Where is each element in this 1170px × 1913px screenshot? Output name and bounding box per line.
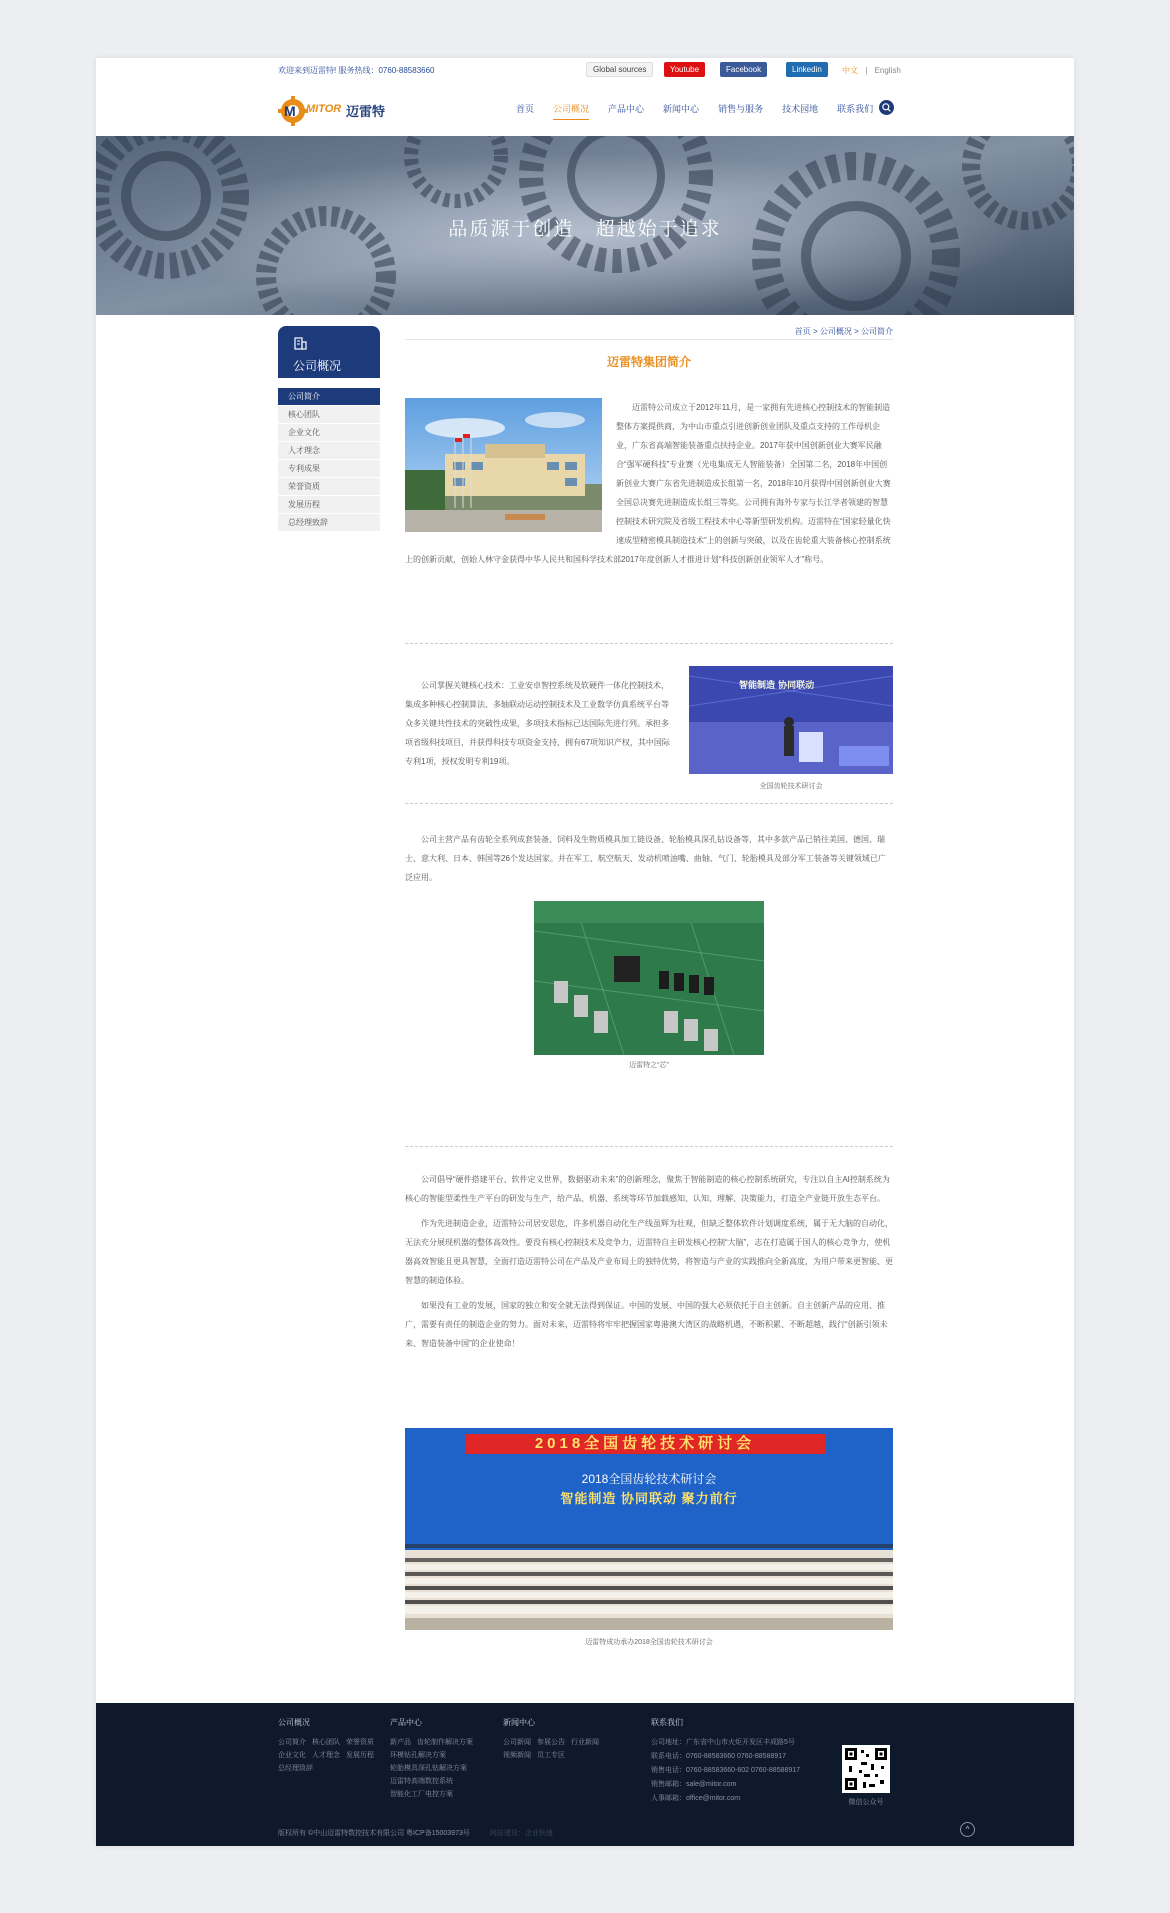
lang-cn-link[interactable]: 中文	[842, 66, 858, 75]
facebook-link[interactable]: Facebook	[720, 62, 767, 77]
footer-link-row	[503, 1749, 605, 1762]
nav-contact[interactable]: 联系我们	[837, 104, 874, 114]
main-nav	[516, 102, 892, 120]
top-bar	[96, 58, 1074, 84]
sidebar-item-profile[interactable]: 公司简介	[278, 388, 380, 406]
sidebar-item-patents[interactable]: 专利成果	[278, 460, 380, 478]
welcome-text: 欢迎来到迈雷特! 服务热线：0760-88583660	[278, 66, 435, 75]
group-photo-figure	[405, 1428, 893, 1647]
footer-col-contact	[651, 1717, 800, 1806]
building-icon	[293, 336, 307, 350]
footer-link-row	[278, 1736, 380, 1749]
svg-text:智能制造 协同联动: 智能制造 协同联动	[739, 681, 815, 691]
footer-link[interactable]: 环模钻孔解决方案	[390, 1752, 446, 1759]
footer-link[interactable]: 荣誉资质	[346, 1739, 374, 1746]
footer-contact-title: 联系我们	[651, 1718, 683, 1727]
footer-link[interactable]: 发展历程	[346, 1752, 374, 1759]
header	[96, 84, 1074, 136]
lang-en-link[interactable]: English	[874, 66, 901, 75]
footer	[96, 1703, 1074, 1846]
philosophy-paragraph-1: 公司倡导“硬件搭建平台、软件定义世界，数据驱动未来”的创新理念，聚焦于智能制造的核心控制系统研究，专注以自主AI控制系统为核心的智能型柔性生产平台的研发与生产，给产品、机器、系统等环节加载感知、认知、理解、决策能力，打造全产业链开放生态平台。	[405, 1175, 890, 1203]
svg-text:M: M	[284, 103, 296, 119]
footer-link-row	[503, 1736, 605, 1749]
nav-sales-service[interactable]: 销售与服务	[718, 104, 764, 114]
footer-link[interactable]: 迈雷特高端数控系统	[390, 1778, 453, 1785]
sidebar-item-honors[interactable]: 荣誉资质	[278, 478, 380, 496]
footer-link-row	[390, 1736, 479, 1749]
copyright	[278, 1828, 553, 1838]
sidebar-title: 公司概况	[293, 359, 342, 373]
footer-news-title: 新闻中心	[503, 1718, 535, 1727]
footer-link-row	[278, 1762, 380, 1775]
sidebar-item-team[interactable]: 核心团队	[278, 406, 380, 424]
breadcrumb: 首页 > 公司概况 > 公司简介	[405, 326, 893, 340]
qr-code-icon	[845, 1748, 887, 1790]
footer-phone: 联系电话：0760-88583660 0760-88588917	[651, 1753, 787, 1760]
footer-link-row	[390, 1762, 479, 1775]
footer-link-row	[390, 1749, 479, 1762]
footer-address: 公司地址：广东省中山市火炬开发区丰成路5号	[651, 1739, 795, 1746]
back-to-top-button[interactable]: ^	[960, 1822, 975, 1837]
logo-mark: MITOR	[306, 103, 342, 115]
logo-text: 迈雷特	[346, 104, 386, 119]
company-building-photo	[405, 398, 602, 532]
footer-link[interactable]: 智能化工厂电控方案	[390, 1791, 453, 1798]
youtube-link[interactable]: Youtube	[664, 62, 705, 77]
footer-about-title: 公司概况	[278, 1718, 310, 1727]
section-divider	[405, 643, 893, 644]
footer-link[interactable]: 员工专区	[537, 1752, 565, 1759]
philosophy-section	[405, 1170, 893, 1353]
footer-link[interactable]: 行业新闻	[571, 1739, 599, 1746]
main-content	[405, 326, 893, 1696]
nav-home[interactable]: 首页	[516, 104, 535, 114]
sidebar-item-gm-speech[interactable]: 总经理致辞	[278, 514, 380, 532]
nav-tech[interactable]: 技术园地	[782, 104, 819, 114]
site-credit[interactable]: 网站建设：企业快速	[489, 1830, 553, 1837]
footer-sales-phone: 销售电话：0760-88583660-602 0760-88588917	[651, 1767, 801, 1774]
conference-caption: 全国齿轮技术研讨会	[759, 783, 823, 790]
copyright-text: 版权所有 ©中山迈雷特数控技术有限公司 粤ICP备15003973号	[278, 1830, 470, 1837]
group-photo	[405, 1428, 893, 1630]
tech-section	[405, 666, 893, 791]
footer-col-products	[390, 1717, 479, 1801]
nav-products[interactable]: 产品中心	[608, 104, 645, 114]
footer-products-title: 产品中心	[390, 1718, 422, 1727]
footer-link[interactable]: 企业文化	[278, 1752, 306, 1759]
sidebar-item-talent[interactable]: 人才理念	[278, 442, 380, 460]
search-icon	[879, 100, 894, 115]
section-divider	[405, 803, 893, 804]
footer-link-row	[390, 1788, 479, 1801]
footer-link-row	[390, 1775, 479, 1788]
conference-photo-figure	[689, 666, 893, 791]
intro-paragraph: 迈雷特公司成立于2012年11月，是一家拥有先进核心控制技术的智能制造整体方案提供商，为中山市重点引进创新创业团队及重点支持的工作母机企业，广东省高端智能装备重点扶持企业。2017年获中国创新创业大赛军民融合“强军硬科技”专业赛（光电集成无人智能装备）全国第二名，2018年中国创新创业大赛广东省先进制造成长组第一名，2018年10月获得中国创新创业大赛全国总决赛先进制造成长组三等奖。公司拥有海外专家与长江学者领建的智慧控制技术研究院及省级工程技术中心等新型研发机构。迈雷特在“国家轻量化快速成型精密模具制造技术”上的创新与突破，以及在齿轮重大装备核心控制系统上的创新贡献，创始人林守金获得中华人民共和国科学技术部2017年度创新人才推进计划“科技创新创业领军人才”称号。	[405, 403, 891, 564]
conference-photo	[689, 666, 893, 774]
crowd-image	[405, 1520, 893, 1630]
nav-about[interactable]: 公司概况	[553, 102, 589, 120]
footer-col-news	[503, 1717, 605, 1762]
footer-link[interactable]: 齿轮制作解决方案	[417, 1739, 473, 1746]
footer-link[interactable]: 人才理念	[312, 1752, 340, 1759]
banner-slogan: 品质源于创造 超越始于追求	[448, 219, 722, 240]
linkedin-link[interactable]: Linkedin	[786, 62, 828, 77]
lang-separator: |	[865, 66, 868, 75]
circuit-caption: 迈雷特之“芯”	[629, 1062, 669, 1069]
philosophy-paragraph-3: 如果没有工业的发展，国家的独立和安全就无法得到保证。中国的发展、中国的强大必须依托于自主创新。自主创新产品的应用、推广，需要有责任的制造企业的努力。面对未来，迈雷特将牢牢把握国家粤港澳大湾区的战略机遇，不断积累、不断超越，践行“创新引领未来、智造装备中国”的企业使命！	[405, 1301, 888, 1348]
products-section	[405, 830, 893, 1070]
circuit-figure	[534, 901, 764, 1070]
intro-section	[405, 398, 893, 569]
circuit-board-photo	[534, 901, 764, 1055]
search-button[interactable]	[879, 100, 894, 115]
poster-banner: 2018全国齿轮技术研讨会	[465, 1434, 825, 1454]
footer-sales-email: 销售邮箱：sale@mitor.com	[651, 1781, 737, 1788]
footer-link[interactable]: 公司简介	[278, 1739, 306, 1746]
footer-link[interactable]: 总经理致辞	[278, 1765, 313, 1772]
wechat-qr-code	[842, 1745, 890, 1793]
footer-link[interactable]: 视频新闻	[503, 1752, 531, 1759]
philosophy-paragraph-2: 作为先进制造企业，迈雷特公司居安思危，许多机器自动化生产线虽辉为壮观，但缺乏整体软件计划调度系统，属于无大脑的自动化，无法充分展现机器的整体高效性。要没有核心控制技术及竞争力，迈雷特自主研发核心控制“大脑”，志在打造属于国人的核心竞争力，使机器高效智能且更具智慧，全面打造迈雷特公司在产品及产业布局上的独特优势，将智造与产业的实践推向全新高度，为用户带来更智能、更智慧的制造体验。	[405, 1219, 893, 1285]
nav-news[interactable]: 新闻中心	[663, 104, 700, 114]
page	[96, 58, 1074, 1846]
sidebar-header	[278, 326, 380, 378]
qr-caption: 微信公众号	[848, 1799, 884, 1806]
sidebar-item-culture[interactable]: 企业文化	[278, 424, 380, 442]
sidebar	[278, 326, 380, 532]
footer-hr-email: 人事邮箱：office@mitor.com	[651, 1795, 741, 1802]
language-switch	[842, 65, 901, 76]
poster-slogan: 智能制造 协同联动 聚力前行	[560, 1491, 738, 1506]
footer-link[interactable]: 公司新闻	[503, 1739, 531, 1746]
poster-subtitle: 2018全国齿轮技术研讨会	[581, 1472, 717, 1486]
global-sources-link[interactable]: Global sources	[586, 62, 653, 77]
footer-col-about	[278, 1717, 380, 1775]
group-photo-caption: 迈雷特成功承办2018全国齿轮技术研讨会	[585, 1639, 713, 1646]
footer-link[interactable]: 轮胎模具深孔钻解决方案	[390, 1765, 467, 1772]
footer-link[interactable]: 核心团队	[312, 1739, 340, 1746]
sidebar-menu	[278, 388, 380, 532]
footer-link-row	[278, 1749, 380, 1762]
footer-link[interactable]: 参展公告	[537, 1739, 565, 1746]
section-divider	[405, 1146, 893, 1147]
footer-link[interactable]: 新产品	[390, 1739, 411, 1746]
logo[interactable]	[278, 94, 390, 128]
products-paragraph: 公司主营产品有齿轮全系列成套装备、饲料及生物质模具加工链设备、轮胎模具深孔钻设备等，其中多款产品已销往美国、德国、瑞士、意大利、日本、韩国等26个发达国家。并在军工、航空航天、发动机喷油嘴、曲轴、气门、轮胎模具及部分军工装备等关键领域已广泛应用。	[405, 835, 886, 882]
tech-paragraph: 公司掌握关键核心技术：工业安卓智控系统及软硬件一体化控制技术，集成多种核心控制算法、多轴联动运动控制技术及工业数学仿真系统平台等众多关键共性技术的突破性成果，多项技术指标已达国际先进行列。承担多项省级科技项目，并获得科技专项资金支持，拥有67项知识产权，其中国际专利1项，授权发明专利19项。	[405, 681, 670, 766]
page-title: 迈雷特集团简介	[606, 355, 691, 369]
sidebar-item-history[interactable]: 发展历程	[278, 496, 380, 514]
hero-banner	[96, 136, 1074, 315]
